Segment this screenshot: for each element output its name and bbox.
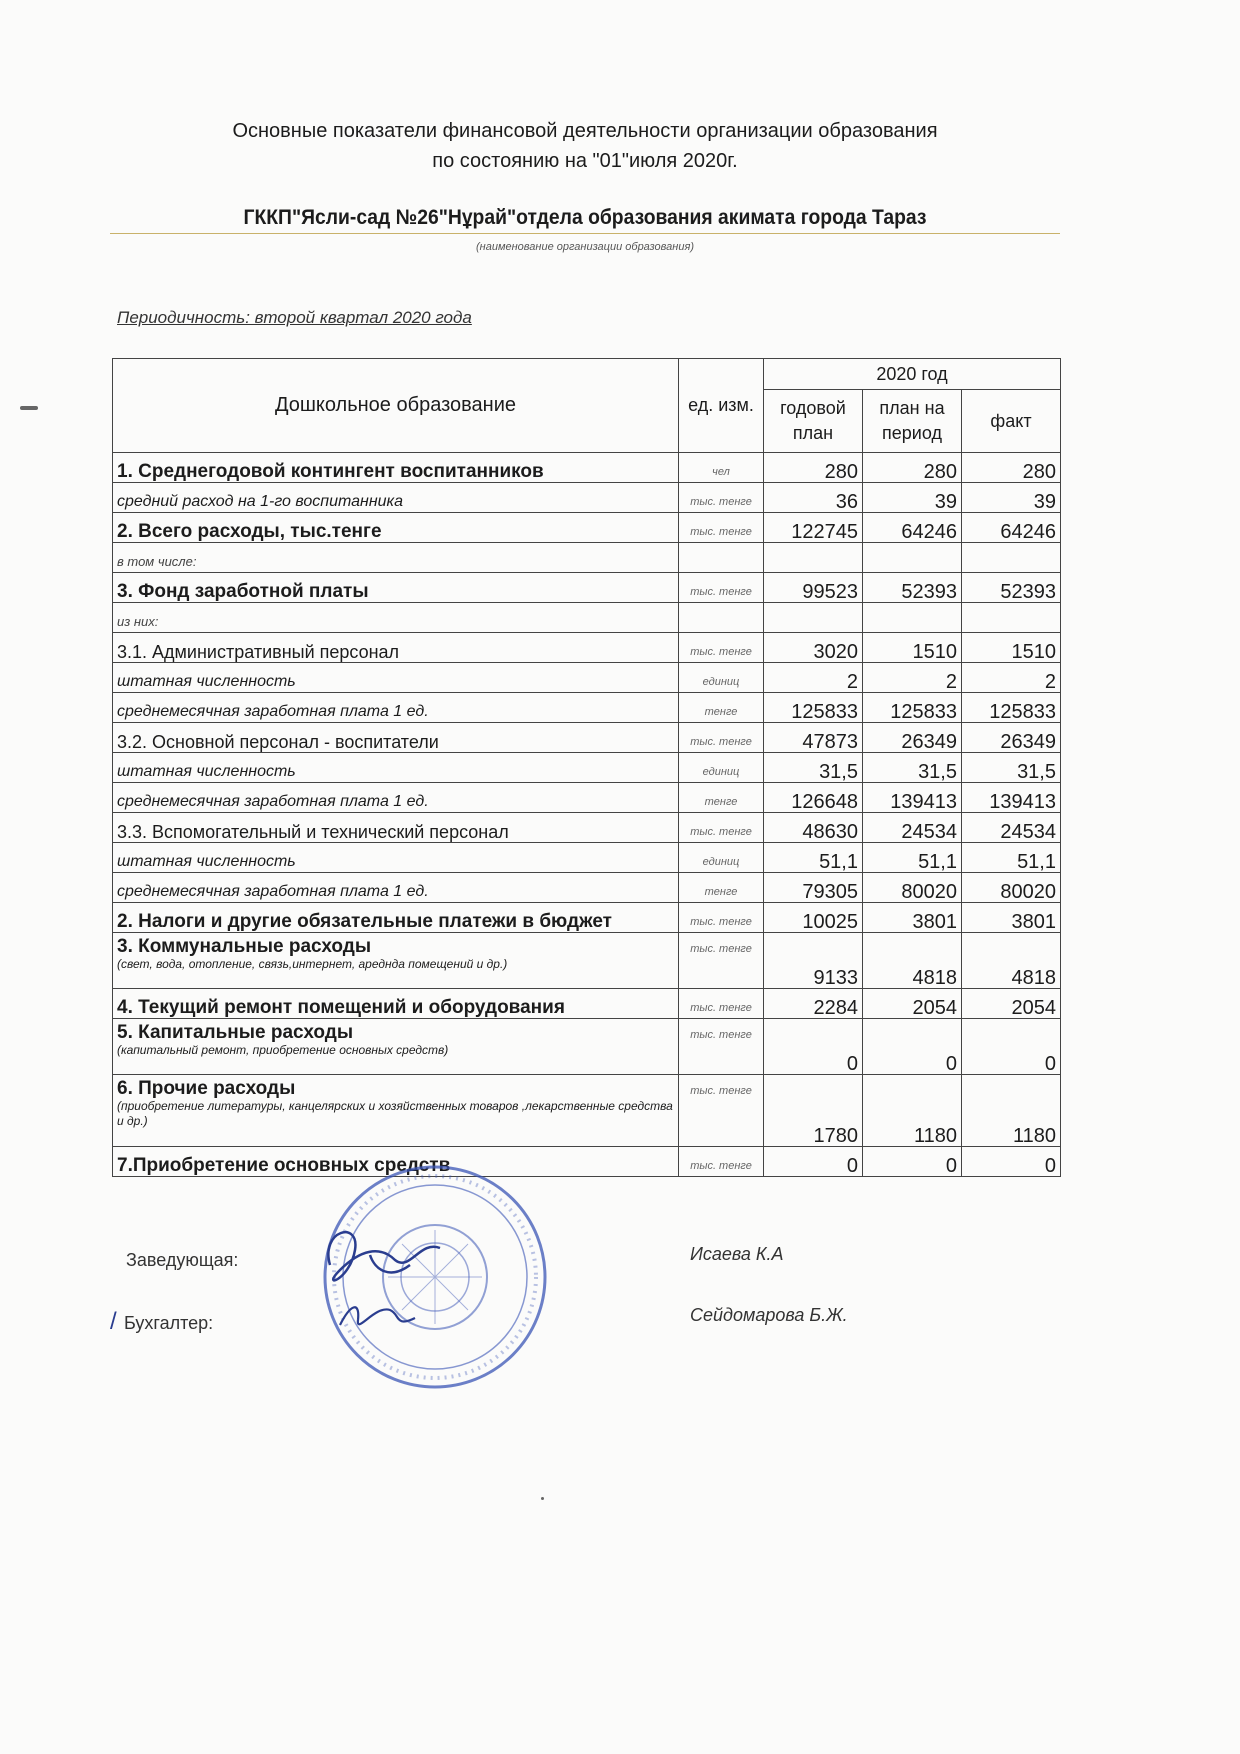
- row-label-text: средний расход на 1-го воспитанника: [117, 493, 403, 510]
- head-name: Исаева К.А: [690, 1244, 784, 1264]
- row-period-value: 280: [863, 453, 962, 483]
- row-fact-value: 31,5: [962, 753, 1061, 783]
- row-label: [113, 693, 679, 723]
- row-label-text: 7.Приобретение основных средств: [117, 1155, 451, 1176]
- row-fact-value: 51,1: [962, 843, 1061, 873]
- row-fact-value: 280: [962, 453, 1061, 483]
- row-label: [113, 903, 679, 933]
- row-annual-value: 126648: [764, 783, 863, 813]
- row-fact-value: 2: [962, 663, 1061, 693]
- row-label: [113, 633, 679, 663]
- row-label-text: среднемесячная заработная плата 1 ед.: [117, 793, 429, 810]
- row-unit: единиц: [679, 753, 764, 783]
- row-label: [113, 513, 679, 543]
- row-unit: тыс. тенге: [679, 633, 764, 663]
- row-annual-value: [764, 603, 863, 633]
- organization-underline: [110, 233, 1060, 234]
- row-unit: тенге: [679, 693, 764, 723]
- row-label-text: 4. Текущий ремонт помещений и оборудования: [117, 997, 565, 1018]
- row-label: [113, 723, 679, 753]
- row-label-text: 3.1. Административный персонал: [117, 642, 400, 662]
- financial-table: [112, 358, 1061, 1177]
- row-period-value: 2: [863, 663, 962, 693]
- row-annual-value: 47873: [764, 723, 863, 753]
- table-row: [113, 1019, 1061, 1075]
- row-label-text: среднемесячная заработная плата 1 ед.: [117, 883, 429, 900]
- table-row: [113, 783, 1061, 813]
- row-period-value: 4818: [863, 933, 962, 989]
- header-unit: ед. изм.: [679, 359, 764, 453]
- accountant-title: Бухгалтер:: [124, 1313, 214, 1333]
- row-unit: [679, 543, 764, 573]
- row-label-text: 6. Прочие расходы: [117, 1078, 296, 1099]
- row-unit: тыс. тенге: [679, 1075, 764, 1147]
- row-fact-value: 2054: [962, 989, 1061, 1019]
- row-unit: тыс. тенге: [679, 573, 764, 603]
- table-row: [113, 573, 1061, 603]
- row-fact-value: 80020: [962, 873, 1061, 903]
- table-row: [113, 813, 1061, 843]
- row-unit: тыс. тенге: [679, 1019, 764, 1075]
- row-label: [113, 573, 679, 603]
- table-row: [113, 513, 1061, 543]
- document-title-line1: Основные показатели финансовой деятельности организации образования: [232, 120, 938, 142]
- row-period-value: 2054: [863, 989, 962, 1019]
- row-label: [113, 483, 679, 513]
- row-annual-value: 2: [764, 663, 863, 693]
- row-fact-value: 1510: [962, 633, 1061, 663]
- row-unit: тыс. тенге: [679, 813, 764, 843]
- handwritten-signatures: [300, 1210, 460, 1340]
- table-row: [113, 753, 1061, 783]
- row-annual-value: 36: [764, 483, 863, 513]
- row-period-value: 31,5: [863, 753, 962, 783]
- head-title: Заведующая:: [126, 1250, 239, 1270]
- row-fact-value: 139413: [962, 783, 1061, 813]
- row-fact-value: 125833: [962, 693, 1061, 723]
- row-annual-value: 280: [764, 453, 863, 483]
- row-fact-value: [962, 543, 1061, 573]
- row-period-value: 39: [863, 483, 962, 513]
- row-period-value: 0: [863, 1019, 962, 1075]
- row-fact-value: 24534: [962, 813, 1061, 843]
- row-label: [113, 873, 679, 903]
- row-fact-value: 0: [962, 1147, 1061, 1177]
- row-unit: тыс. тенге: [679, 933, 764, 989]
- row-period-value: [863, 543, 962, 573]
- row-annual-value: 99523: [764, 573, 863, 603]
- row-fact-value: 3801: [962, 903, 1061, 933]
- organization-name: ГККП"Ясли-сад №26"Нұрай"отдела образования акимата города Тараз: [243, 206, 927, 229]
- row-label-text: 2. Налоги и другие обязательные платежи в бюджет: [117, 911, 612, 932]
- row-label: [113, 453, 679, 483]
- row-fact-value: 4818: [962, 933, 1061, 989]
- row-annual-value: 2284: [764, 989, 863, 1019]
- row-label-text: штатная численность: [117, 763, 296, 780]
- row-fact-value: [962, 603, 1061, 633]
- table-row: [113, 1075, 1061, 1147]
- row-annual-value: 79305: [764, 873, 863, 903]
- row-period-value: 125833: [863, 693, 962, 723]
- header-fact: факт: [962, 390, 1061, 453]
- row-period-value: [863, 603, 962, 633]
- row-label: [113, 933, 679, 989]
- row-period-value: 3801: [863, 903, 962, 933]
- row-annual-value: 125833: [764, 693, 863, 723]
- row-label-text: 2. Всего расходы, тыс.тенге: [117, 521, 382, 542]
- row-label-text: 1. Среднегодовой контингент воспитанников: [117, 461, 544, 482]
- row-annual-value: 122745: [764, 513, 863, 543]
- row-annual-value: [764, 543, 863, 573]
- table-row: [113, 723, 1061, 753]
- row-annual-value: 0: [764, 1019, 863, 1075]
- row-unit: тыс. тенге: [679, 989, 764, 1019]
- row-label-text: штатная численность: [117, 853, 296, 870]
- scan-speck: [541, 1497, 544, 1500]
- row-label: [113, 1075, 679, 1147]
- table-row: [113, 873, 1061, 903]
- row-annual-value: 51,1: [764, 843, 863, 873]
- row-period-value: 1510: [863, 633, 962, 663]
- row-fact-value: 26349: [962, 723, 1061, 753]
- document-title-line2: по состоянию на "01"июля 2020г.: [432, 150, 738, 172]
- table-row: [113, 989, 1061, 1019]
- row-unit: [679, 603, 764, 633]
- row-label: [113, 1019, 679, 1075]
- row-period-value: 0: [863, 1147, 962, 1177]
- table-row: [113, 663, 1061, 693]
- accountant-name: Сейдомарова Б.Ж.: [690, 1305, 848, 1325]
- row-unit: тыс. тенге: [679, 723, 764, 753]
- row-label: [113, 989, 679, 1019]
- row-annual-value: 3020: [764, 633, 863, 663]
- row-fact-value: 1180: [962, 1075, 1061, 1147]
- row-period-value: 24534: [863, 813, 962, 843]
- row-label-note: (свет, вода, отопление, связь,интернет, аредндa помещений и др.): [117, 957, 508, 971]
- table-row: [113, 483, 1061, 513]
- row-annual-value: 1780: [764, 1075, 863, 1147]
- row-label: [113, 843, 679, 873]
- row-label-text: 3. Фонд заработной платы: [117, 581, 369, 602]
- row-fact-value: 39: [962, 483, 1061, 513]
- table-row: [113, 603, 1061, 633]
- row-label-text: 3.2. Основной персонал - воспитатели: [117, 732, 439, 752]
- row-period-value: 52393: [863, 573, 962, 603]
- row-label: [113, 543, 679, 573]
- table-row: [113, 633, 1061, 663]
- row-unit: единиц: [679, 663, 764, 693]
- row-annual-value: 48630: [764, 813, 863, 843]
- scan-mark: [20, 406, 38, 410]
- table-row: [113, 453, 1061, 483]
- row-label: [113, 663, 679, 693]
- row-label: [113, 783, 679, 813]
- table-row: [113, 693, 1061, 723]
- row-unit: тенге: [679, 873, 764, 903]
- row-unit: тыс. тенге: [679, 513, 764, 543]
- row-label: [113, 813, 679, 843]
- row-label-text: 3. Коммунальные расходы: [117, 936, 372, 957]
- row-unit: тыс. тенге: [679, 903, 764, 933]
- row-fact-value: 0: [962, 1019, 1061, 1075]
- table-row: [113, 1147, 1061, 1177]
- row-label-text: 3.3. Вспомогательный и технический персонал: [117, 822, 509, 842]
- row-period-value: 26349: [863, 723, 962, 753]
- row-label-note: (приобретение литературы, канцелярских и хозяйственных товаров ,лекарственные средства и др.): [117, 1099, 673, 1128]
- slash-mark: /: [110, 1308, 117, 1335]
- row-fact-value: 64246: [962, 513, 1061, 543]
- row-label-text: 5. Капитальные расходы: [117, 1022, 354, 1043]
- header-year: 2020 год: [764, 359, 1061, 390]
- header-period-plan: план на период: [863, 390, 962, 453]
- row-period-value: 64246: [863, 513, 962, 543]
- organization-caption: (наименование организации образования): [476, 241, 694, 253]
- row-unit: тенге: [679, 783, 764, 813]
- row-annual-value: 0: [764, 1147, 863, 1177]
- row-label-text: среднемесячная заработная плата 1 ед.: [117, 703, 429, 720]
- table-row: [113, 543, 1061, 573]
- row-label-note: (капитальный ремонт, приобретение основных средств): [117, 1043, 449, 1057]
- header-section: Дошкольное образование: [113, 359, 679, 453]
- header-annual-plan: годовой план: [764, 390, 863, 453]
- row-period-value: 139413: [863, 783, 962, 813]
- table-row: [113, 843, 1061, 873]
- row-label-text: штатная численность: [117, 673, 296, 690]
- row-label: [113, 753, 679, 783]
- row-period-value: 51,1: [863, 843, 962, 873]
- row-unit: тыс. тенге: [679, 1147, 764, 1177]
- table-row: [113, 933, 1061, 989]
- row-label-text: в том числе:: [117, 554, 197, 569]
- row-annual-value: 9133: [764, 933, 863, 989]
- row-unit: единиц: [679, 843, 764, 873]
- row-fact-value: 52393: [962, 573, 1061, 603]
- row-period-value: 1180: [863, 1075, 962, 1147]
- row-annual-value: 10025: [764, 903, 863, 933]
- row-unit: тыс. тенге: [679, 483, 764, 513]
- row-period-value: 80020: [863, 873, 962, 903]
- period-label: Периодичность: второй квартал 2020 года: [117, 308, 472, 327]
- table-row: [113, 903, 1061, 933]
- row-annual-value: 31,5: [764, 753, 863, 783]
- row-label: [113, 603, 679, 633]
- row-label-text: из них:: [117, 614, 159, 629]
- row-unit: чел: [679, 453, 764, 483]
